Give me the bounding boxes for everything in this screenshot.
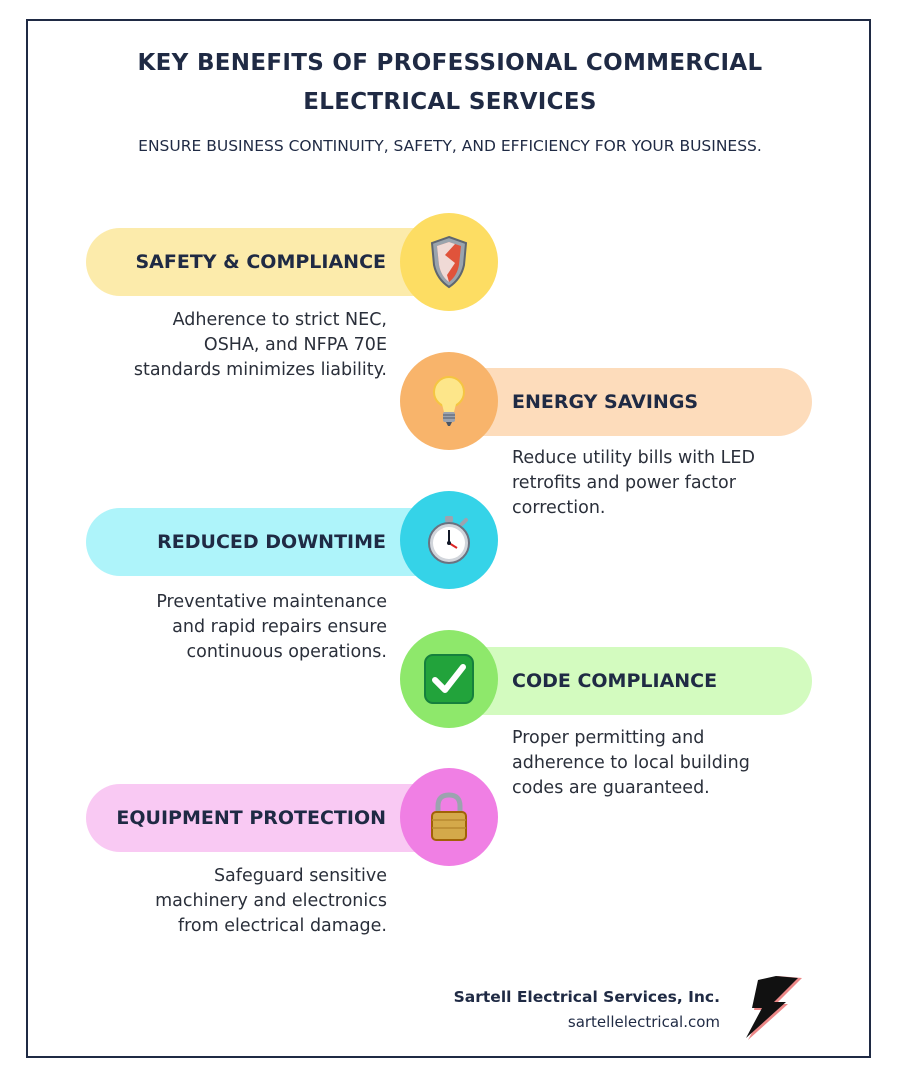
desc-line: OSHA, and NFPA 70E [203, 335, 387, 355]
desc-line: Safeguard sensitive [213, 866, 387, 886]
benefit-pill-code [450, 647, 812, 715]
lightning-bolt-icon [740, 974, 808, 1044]
benefit-circle-energy [400, 352, 498, 450]
benefit-circle-safety [400, 213, 498, 311]
desc-line: Proper permitting and [512, 728, 705, 748]
desc-line: Adherence to strict NEC, [172, 310, 387, 330]
company-info [454, 985, 720, 1035]
shield-icon [429, 235, 469, 289]
benefit-pill-downtime [86, 508, 450, 576]
benefit-circle-equipment [400, 768, 498, 866]
padlock-icon [429, 792, 469, 842]
benefit-pill-energy [450, 368, 812, 436]
page-title [0, 44, 900, 122]
benefit-desc-safety [134, 308, 387, 383]
check-mark-icon [423, 653, 475, 705]
benefit-desc-equipment [155, 864, 387, 939]
company-website[interactable]: sartellelectrical.com [567, 1013, 720, 1031]
desc-line: and rapid repairs ensure [172, 617, 387, 637]
light-bulb-icon [429, 374, 469, 428]
title-line-2: ELECTRICAL SERVICES [303, 89, 597, 115]
company-name: Sartell Electrical Services, Inc. [453, 988, 720, 1006]
desc-line: retrofits and power factor [512, 473, 736, 493]
title-line-1: KEY BENEFITS OF PROFESSIONAL COMMERCIAL [137, 50, 763, 76]
stopwatch-icon [425, 514, 473, 566]
benefit-desc-downtime [156, 590, 387, 665]
benefit-pill-equipment [86, 784, 450, 852]
benefit-title-energy: ENERGY SAVINGS [512, 391, 699, 413]
benefit-desc-code [512, 726, 750, 801]
desc-line: continuous operations. [186, 642, 387, 662]
benefit-desc-energy [512, 446, 755, 521]
benefit-circle-code [400, 630, 498, 728]
desc-line: codes are guaranteed. [512, 778, 710, 798]
desc-line: Preventative maintenance [156, 592, 387, 612]
benefit-pill-safety [86, 228, 450, 296]
page-subtitle: ENSURE BUSINESS CONTINUITY, SAFETY, AND EFFICIENCY FOR YOUR BUSINESS. [138, 137, 762, 155]
desc-line: adherence to local building [512, 753, 750, 773]
benefit-title-safety: SAFETY & COMPLIANCE [135, 251, 386, 273]
desc-line: machinery and electronics [155, 891, 387, 911]
benefit-title-downtime: REDUCED DOWNTIME [157, 531, 386, 553]
benefit-title-code: CODE COMPLIANCE [512, 670, 718, 692]
benefit-circle-downtime [400, 491, 498, 589]
desc-line: from electrical damage. [177, 916, 387, 936]
benefit-title-equipment: EQUIPMENT PROTECTION [116, 807, 386, 829]
desc-line: standards minimizes liability. [133, 360, 387, 380]
desc-line: correction. [512, 498, 606, 518]
desc-line: Reduce utility bills with LED [512, 448, 755, 468]
